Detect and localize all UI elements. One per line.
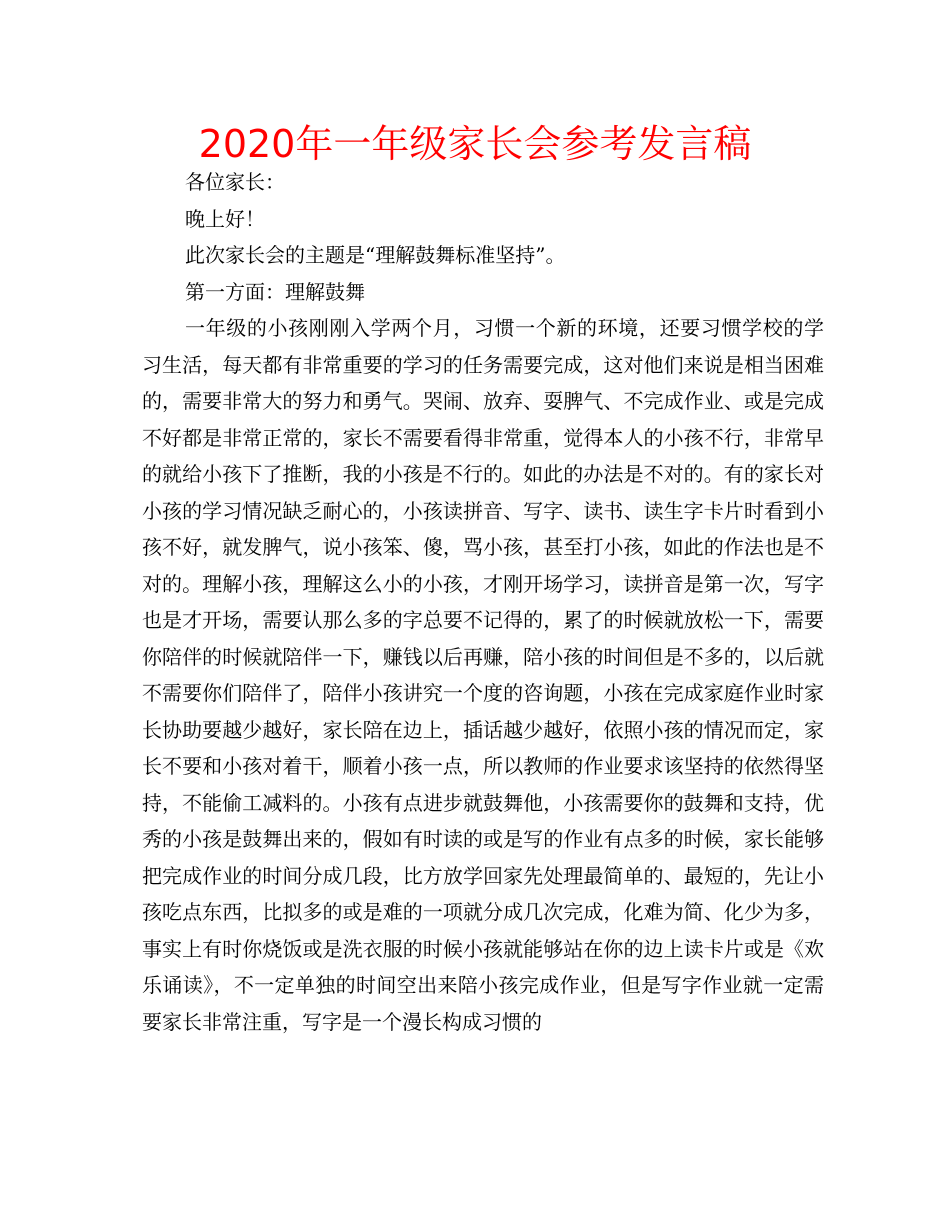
greeting: 晚上好！: [185, 206, 265, 231]
document-title: 2020年一年级家长会参考发言稿: [198, 122, 752, 166]
body-paragraph: 一年级的小孩刚刚入学两个月，习惯一个新的环境，还要习惯学校的学习生活，每天都有非常重要的学习的任务需要完成，这对他们来说是相当困难的，需要非常大的努力和勇气。哭闹、放弃、耍脾气、不完成作业、或是完成不好都是非常正常的，家长不需要看得非常重，觉得本人的小孩不行，非常早的就给小孩下了推断，我的小孩是不行的。如此的办法是不对的。有的家长对小孩的学习情况缺乏耐心的，小孩读拼音、写字、读书、读生字卡片时看到小孩不好，就发脾气，说小孩笨、傻，骂小孩，甚至打小孩，如此的作法也是不对的。理解小孩，理解这么小的小孩，才刚开场学习，读拼音是第一次，写字也是才开场，需要认那么多的字总要不记得的，累了的时候就放松一下，需要你陪伴的时候就陪伴一下，赚钱以后再赚，陪小孩的时间但是不多的，以后就不需要你们陪伴了，陪伴小孩讲究一个度的咨询题，小孩在完成家庭作业时家长协助要越少越好，家长陪在边上，插话越少越好，依照小孩的情况而定，家长不要和小孩对着干，顺着小孩一点，所以教师的作业要求该坚持的依然得坚持，不能偷工减料的。小孩有点进步就鼓舞他，小孩需要你的鼓舞和支持，优秀的小孩是鼓舞出来的，假如有时读的或是写的作业有点多的时候，家长能够把完成作业的时间分成几段，比方放学回家先处理最简单的、最短的，先让小孩吃点东西，比拟多的或是难的一项就分成几次完成，化难为简、化少为多，事实上有时你烧饭或是洗衣服的时候小孩就能够站在你的边上读卡片或是《欢乐诵读》，不一定单独的时间空出来陪小孩完成作业，但是写字作业就一定需要家长非常注重，写字是一个漫长构成习惯的: [142, 316, 824, 1034]
theme-paragraph: 此次家长会的主题是“理解鼓舞标准坚持”。: [185, 243, 566, 267]
document-body: [142, 164, 824, 1040]
section-heading: 第一方面：理解鼓舞: [185, 279, 365, 304]
salutation: 各位家长：: [185, 170, 285, 194]
